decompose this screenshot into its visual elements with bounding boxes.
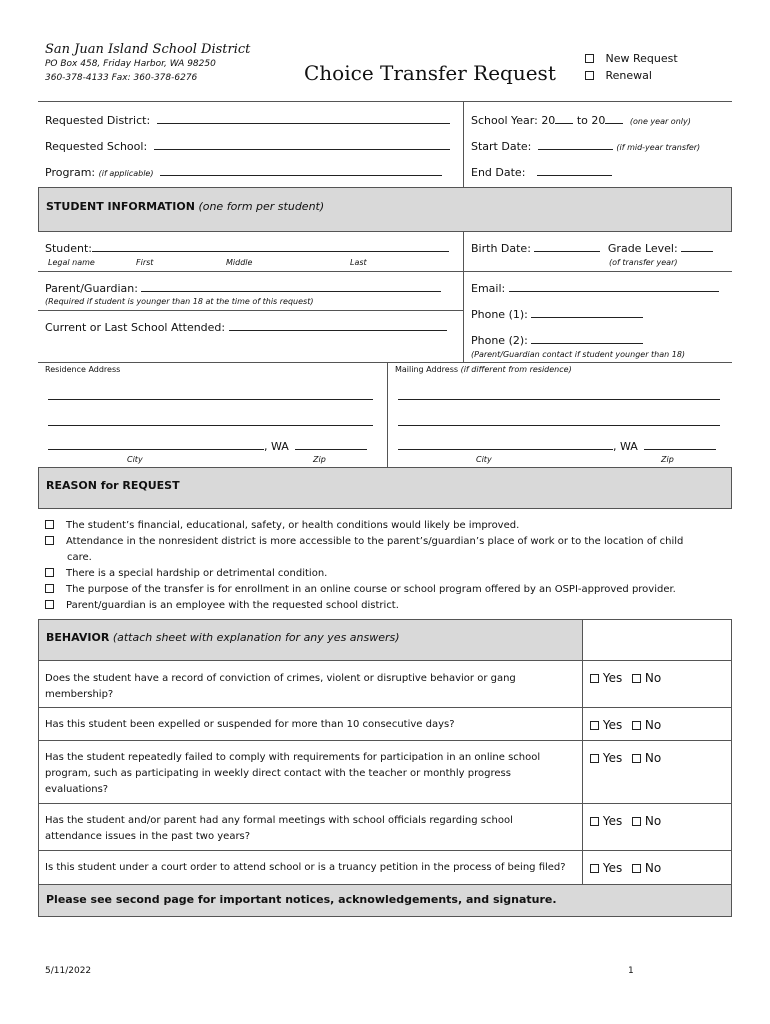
student-name-field[interactable]: Student: <box>45 241 449 255</box>
renewal-checkbox[interactable] <box>585 71 594 80</box>
phone2-input[interactable] <box>531 333 643 344</box>
no-checkbox[interactable] <box>632 864 641 873</box>
birth-date-input[interactable] <box>534 241 600 252</box>
mailing-line-2[interactable] <box>398 425 720 426</box>
yes-checkbox[interactable] <box>590 674 599 683</box>
behavior-question-5: Is this student under a court order to attend school or is a truancy petition in the process of being filed? <box>45 862 566 873</box>
parent-note: (Required if student is younger than 18 at the time of this request) <box>45 297 314 306</box>
residence-address-label: Residence Address <box>45 365 121 374</box>
new-request-label: New Request <box>605 52 678 65</box>
contact-note: (Parent/Guardian contact if student younger than 18) <box>471 350 686 359</box>
student-info-header: STUDENT INFORMATION (one form per student) <box>38 187 732 232</box>
mailing-address-label: Mailing Address (if different from residence) <box>395 365 572 374</box>
behavior-answer-5[interactable]: Yes No <box>590 861 661 875</box>
behavior-right-border <box>731 661 732 885</box>
yes-checkbox[interactable] <box>590 817 599 826</box>
mailing-line-1[interactable] <box>398 399 720 400</box>
requested-school-input[interactable] <box>154 139 450 150</box>
school-year-end-input[interactable] <box>605 113 623 124</box>
mailing-city-input[interactable] <box>398 439 613 450</box>
school-year-field[interactable]: School Year: 20 to 20 (one year only) <box>471 114 691 127</box>
phone1-input[interactable] <box>531 307 643 318</box>
row-border <box>38 803 732 804</box>
residence-city-row[interactable]: , WA <box>48 439 367 453</box>
row-border <box>38 850 732 851</box>
notice-box: Please see second page for important notices, acknowledgements, and signature. <box>38 884 732 917</box>
student-name-input[interactable] <box>92 241 449 252</box>
reason-list: The student’s financial, educational, safety, or health conditions would likely be improved. Attendance in the nonresident district is more accessible to the parent’s/guardian’s place of work or to the location of child care. There is a special hardship or detrimental condition. The purpose of the transfer is for enrollment in an online course or school program offered by an OSPI-approved provider. Parent/guardian is an employee with the requested school district. <box>45 518 725 614</box>
district-name: San Juan Island School District <box>45 42 251 57</box>
behavior-question-4: Has the student and/or parent had any formal meetings with school officials regarding school attendance issues in the past two years? <box>45 815 513 842</box>
behavior-divider <box>582 661 583 885</box>
residence-line-1[interactable] <box>48 399 373 400</box>
current-school-field[interactable]: Current or Last School Attended: <box>45 320 447 334</box>
no-checkbox[interactable] <box>632 754 641 763</box>
parent-field[interactable]: Parent/Guardian: <box>45 281 441 295</box>
mailing-zip-input[interactable] <box>644 439 716 450</box>
address-top-border <box>38 362 732 363</box>
reason-checkbox[interactable] <box>45 520 54 529</box>
top-divider <box>463 101 464 188</box>
yes-checkbox[interactable] <box>590 754 599 763</box>
parent-row-border <box>38 310 463 311</box>
reason-checkbox[interactable] <box>45 584 54 593</box>
end-date-input[interactable] <box>537 165 612 176</box>
program-field[interactable]: Program: (if applicable) <box>45 165 455 179</box>
residence-city-input[interactable] <box>48 439 264 450</box>
behavior-answer-header <box>582 619 732 661</box>
district-address: PO Box 458, Friday Harbor, WA 98250 <box>45 59 216 69</box>
end-date-field[interactable]: End Date: <box>471 165 612 179</box>
reason-checkbox[interactable] <box>45 536 54 545</box>
behavior-question-1: Does the student have a record of conviction of crimes, violent or disruptive behavior or gang membership? <box>45 673 516 700</box>
district-phone: 360-378-4133 Fax: 360-378-6276 <box>45 73 198 83</box>
reason-header: REASON for REQUEST <box>38 467 732 509</box>
behavior-question-3: Has the student repeatedly failed to comply with requirements for participation in an online school program, such as participating in weekly direct contact with the teacher or monthly progress evaluations? <box>45 752 541 795</box>
requested-district-input[interactable] <box>157 113 450 124</box>
residence-zip-input[interactable] <box>295 439 367 450</box>
phone2-field[interactable]: Phone (2): <box>471 333 643 347</box>
page-number: 1 <box>628 966 634 976</box>
parent-input[interactable] <box>141 281 441 292</box>
reason-item[interactable]: The student’s financial, educational, safety, or health conditions would likely be improved. <box>45 518 725 534</box>
behavior-answer-2[interactable]: Yes No <box>590 718 661 732</box>
mailing-city-row[interactable]: , WA <box>398 439 716 453</box>
residence-city-label: City <box>127 455 143 464</box>
renewal-option[interactable] <box>585 69 652 82</box>
row-border <box>38 740 732 741</box>
address-divider <box>387 362 388 468</box>
reason-item[interactable]: Parent/guardian is an employee with the requested school district. <box>45 598 725 614</box>
email-input[interactable] <box>509 281 719 292</box>
no-checkbox[interactable] <box>632 817 641 826</box>
reason-item[interactable]: The purpose of the transfer is for enrollment in an online course or school program offered by an OSPI-approved provider. <box>45 582 725 598</box>
behavior-answer-1[interactable]: Yes No <box>590 671 661 685</box>
top-border <box>38 101 732 102</box>
requested-district-field[interactable]: Requested District: <box>45 113 455 127</box>
reason-checkbox[interactable] <box>45 600 54 609</box>
school-year-start-input[interactable] <box>555 113 573 124</box>
no-checkbox[interactable] <box>632 674 641 683</box>
behavior-question-2: Has this student been expelled or suspended for more than 10 consecutive days? <box>45 719 455 730</box>
new-request-option[interactable] <box>585 52 678 65</box>
row-border <box>38 707 732 708</box>
footer-date: 5/11/2022 <box>45 966 92 976</box>
current-school-input[interactable] <box>229 320 447 331</box>
last-name-label: Last <box>350 258 367 267</box>
reason-item[interactable]: Attendance in the nonresident district is more accessible to the parent’s/guardian’s place of work or to the location of child <box>45 534 725 550</box>
student-row-border <box>38 271 732 272</box>
program-input[interactable] <box>160 165 442 176</box>
residence-line-2[interactable] <box>48 425 373 426</box>
start-date-field[interactable]: Start Date: (if mid-year transfer) <box>471 140 701 153</box>
behavior-left-border <box>38 661 39 885</box>
reason-checkbox[interactable] <box>45 568 54 577</box>
grade-level-input[interactable] <box>681 241 713 252</box>
middle-name-label: Middle <box>226 258 253 267</box>
student-divider <box>463 232 464 362</box>
phone1-field[interactable]: Phone (1): <box>471 307 643 321</box>
residence-zip-label: Zip <box>313 455 326 464</box>
no-checkbox[interactable] <box>632 721 641 730</box>
behavior-answer-4[interactable]: Yes No <box>590 814 661 828</box>
form-title: Choice Transfer Request <box>304 61 556 85</box>
mailing-city-label: City <box>476 455 492 464</box>
yes-checkbox[interactable] <box>590 864 599 873</box>
birth-date-field[interactable]: Birth Date: Grade Level: <box>471 241 713 255</box>
behavior-header: BEHAVIOR (attach sheet with explanation for any yes answers) <box>38 619 732 661</box>
requested-school-field[interactable]: Requested School: <box>45 139 455 153</box>
grade-note: (of transfer year) <box>609 258 678 267</box>
mailing-zip-label: Zip <box>661 455 674 464</box>
new-request-checkbox[interactable] <box>585 54 594 63</box>
reason-item[interactable]: There is a special hardship or detrimental condition. <box>45 566 725 582</box>
start-date-input[interactable] <box>538 139 613 150</box>
behavior-answer-3[interactable]: Yes No <box>590 751 661 765</box>
renewal-label: Renewal <box>605 69 652 82</box>
email-field[interactable]: Email: <box>471 281 719 295</box>
first-name-label: First <box>136 258 154 267</box>
legal-name-label: Legal name <box>48 258 95 267</box>
yes-checkbox[interactable] <box>590 721 599 730</box>
